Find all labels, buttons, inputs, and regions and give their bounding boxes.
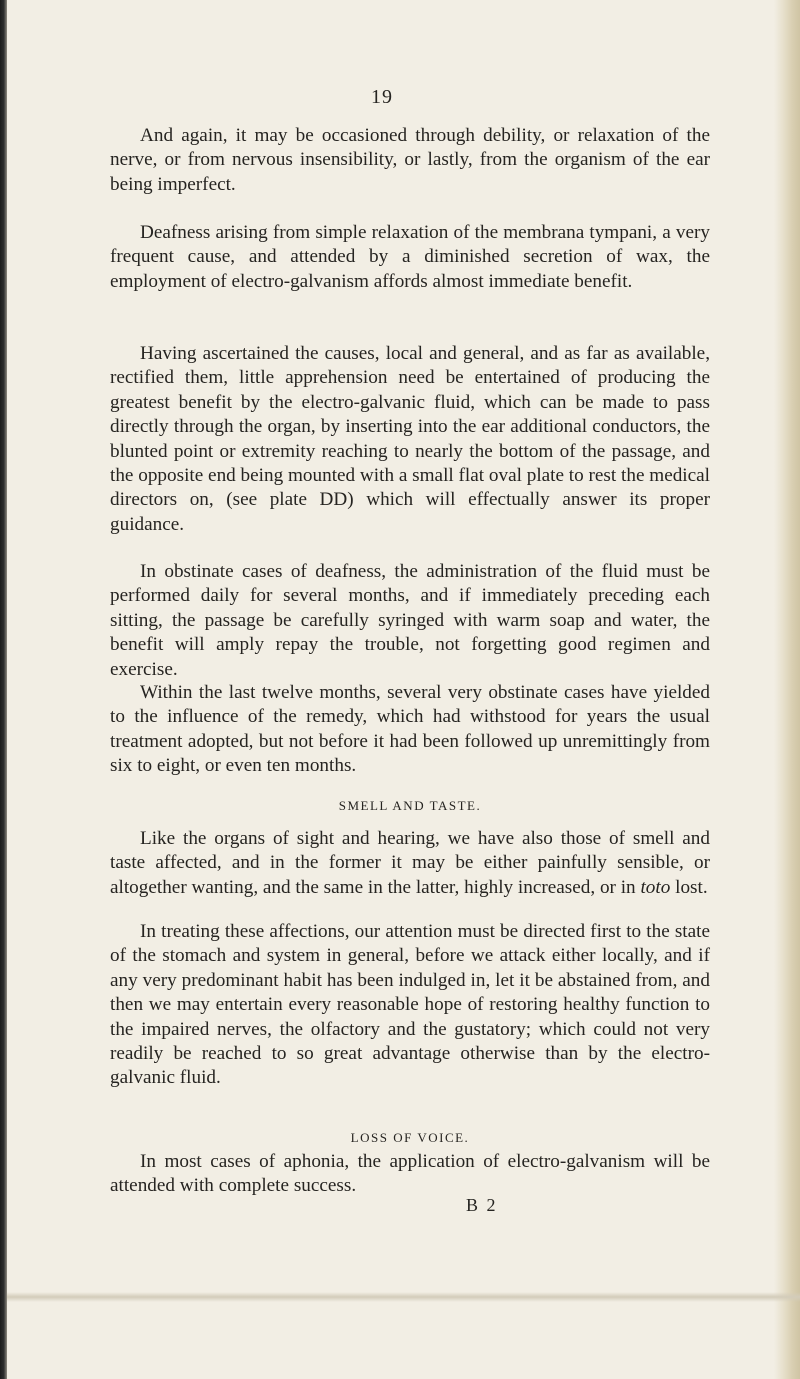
section-heading-loss-of-voice: LOSS OF VOICE. <box>350 1130 470 1145</box>
smell-taste-text-a: Like the organs of sight and hearing, we have also those of smell and taste affected, and in the former it may be either painfully sensible, or altogether wanting, and the same in the latter, highly increased, or in <box>110 828 710 898</box>
signature-mark: B 2 <box>466 1195 498 1215</box>
paragraph-causes: Having ascertained the causes, local and general, and as far as available, rectified them, little apprehension need be entertained of producing the greatest benefit by the electro-galvanic fluid, which can be made to pass directly through the organ, by inserting into the ear additional conductors, the blunted point or extremity reaching to nearly the bottom of the passage, and the opposite end being mounted with a small flat oval plate to rest the medical directors on, (see plate DD) which will effectually answer its proper guidance. <box>110 343 710 535</box>
page-edge <box>774 0 800 1379</box>
paragraph-obstinate-cases: In obstinate cases of deafness, the administration of the fluid must be performed daily for several months, and if immediately preceding each sitting, the passage be carefully syringed with warm soap and water, the benefit will amply repay the trouble, not forgetting good regimen and exercise. <box>110 561 710 680</box>
smell-taste-text-b: lost. <box>670 876 708 898</box>
page-shadow <box>7 1292 800 1302</box>
paragraph-relaxation: Deafness arising from simple relaxation of the membrana tympani, a very frequent cause, and attended by a diminished secretion of wax, the employment of electro-galvanism affords almost immediate benefit. <box>110 222 710 292</box>
paragraph-debility: And again, it may be occasioned through debility, or relaxation of the nerve, or from nervous insensibility, or lastly, from the organism of the ear being imperfect. <box>110 125 710 195</box>
italic-toto: toto <box>640 876 671 898</box>
binding-edge <box>0 0 7 1379</box>
paragraph-aphonia: In most cases of aphonia, the application of electro-galvanism will be attended with complete success. <box>110 1151 710 1197</box>
page-number: 19 <box>371 86 393 108</box>
section-heading-smell-taste: SMELL AND TASTE. <box>338 798 482 813</box>
paragraph-smell-taste <box>110 827 710 900</box>
paragraph-last-twelve-months: Within the last twelve months, several very obstinate cases have yielded to the influence of the remedy, which had withstood for years the usual treatment adopted, but not before it had been followed up unremittingly from six to eight, or even ten months. <box>110 682 710 777</box>
paragraph-treating-affections: In treating these affections, our attention must be directed first to the state of the stomach and system in general, before we attack either locally, and if any very predominant habit has been indulged in, let it be abstained from, and then we may entertain every reasonable hope of restoring healthy function to the impaired nerves, the olfactory and the gustatory; which could not very readily be reached to so great advantage otherwise than by the electro-galvanic fluid. <box>110 921 710 1089</box>
